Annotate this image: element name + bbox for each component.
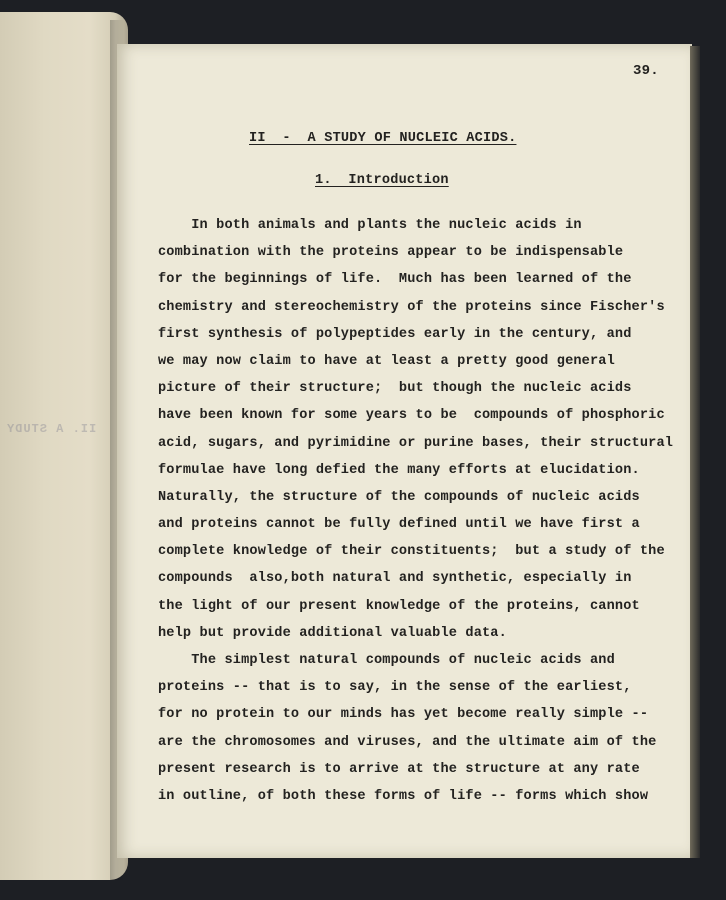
page-edge (690, 46, 700, 858)
text-line: formulae have long defied the many efforts at elucidation. (158, 462, 640, 478)
text-line: The simplest natural compounds of nucleic acids and (158, 653, 615, 668)
text-line: we may now claim to have at least a pretty good general (158, 353, 615, 369)
text-line: present research is to arrive at the structure at any rate (158, 761, 640, 777)
text-line: are the chromosomes and viruses, and the ultimate aim of the (158, 734, 657, 750)
left-page-bleed-text: II. A STUDY (6, 422, 97, 436)
text-line: In both animals and plants the nucleic acids in (158, 218, 582, 233)
page-number: 39. (633, 63, 659, 79)
text-line: and proteins cannot be fully defined until we have first a (158, 517, 640, 533)
subsection-title: 1. Introduction (315, 173, 449, 188)
text-line: compounds also,both natural and synthetic, especially in (158, 571, 632, 587)
text-line: combination with the proteins appear to be indispensable (158, 245, 624, 261)
text-line: help but provide additional valuable data. (158, 625, 507, 641)
text-line: complete knowledge of their constituents; but a study of the (158, 544, 665, 560)
text-line: for the beginnings of life. Much has been learned of the (158, 272, 632, 288)
text-line: picture of their structure; but though the nucleic acids (158, 381, 632, 397)
text-line: acid, sugars, and pyrimidine or purine bases, their structural (158, 435, 674, 451)
text-line: the light of our present knowledge of the proteins, cannot (158, 598, 640, 614)
text-line: for no protein to our minds has yet become really simple -- (158, 707, 649, 723)
left-page (0, 12, 128, 880)
text-line: first synthesis of polypeptides early in the century, and (158, 326, 632, 342)
text-line: chemistry and stereochemistry of the proteins since Fischer's (158, 299, 665, 315)
text-line: in outline, of both these forms of life -- forms which show (158, 788, 649, 804)
text-line: proteins -- that is to say, in the sense of the earliest, (158, 680, 632, 696)
section-title: II - A STUDY OF NUCLEIC ACIDS. (249, 131, 517, 146)
body-text (158, 212, 673, 810)
text-line: have been known for some years to be compounds of phosphoric (158, 408, 665, 424)
text-line: Naturally, the structure of the compounds of nucleic acids (158, 489, 640, 505)
